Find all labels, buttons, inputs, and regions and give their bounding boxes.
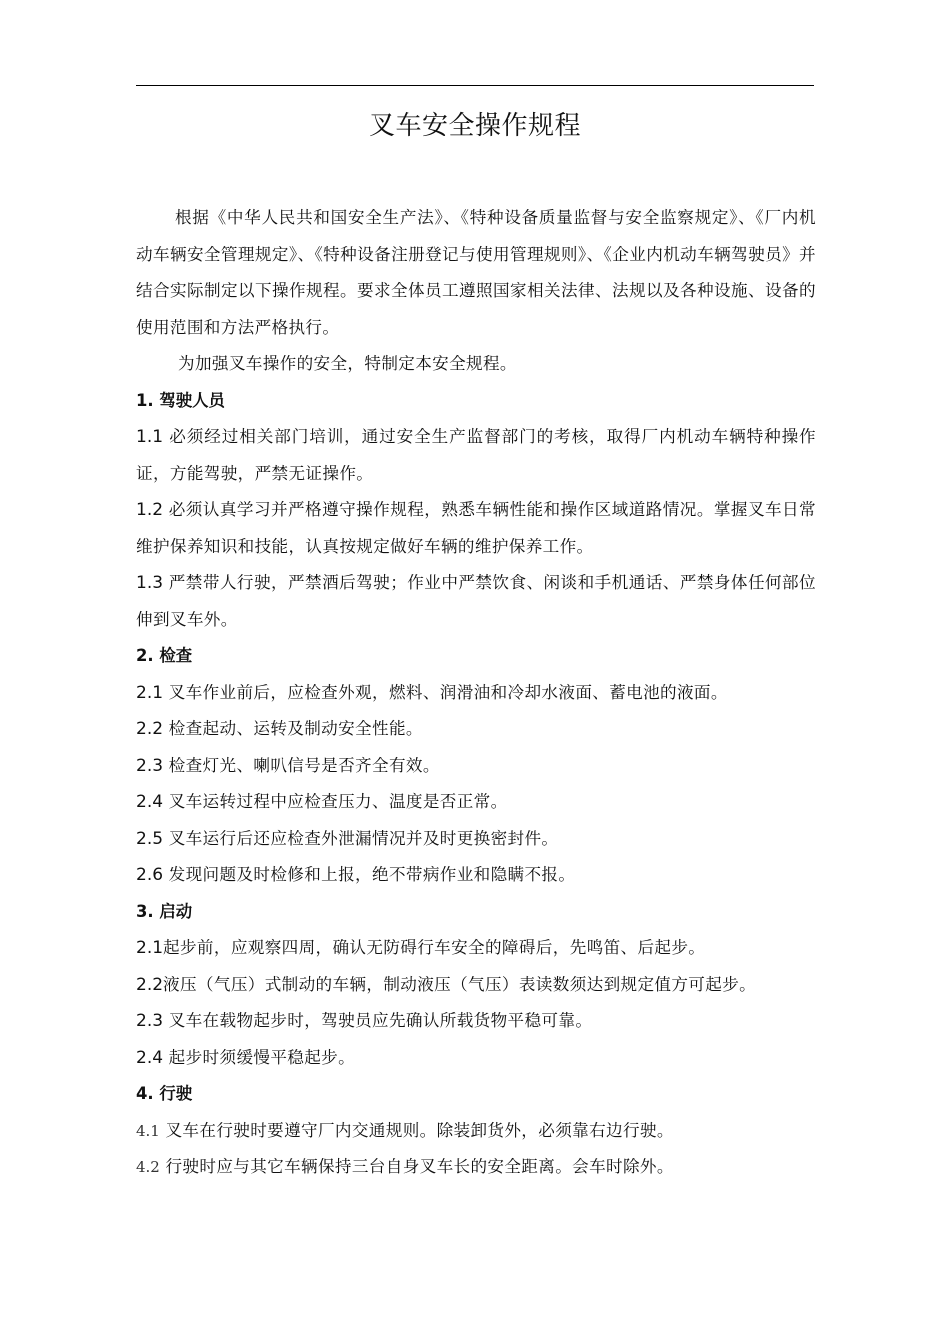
item-text: 必须经过相关部门培训，通过安全生产监督部门的考核，取得厂内机动车辆特种操作证，方能驾驶，严禁无证操作。 (136, 427, 817, 483)
item-text: 叉车在载物起步时，驾驶员应先确认所载货物平稳可靠。 (168, 1011, 593, 1030)
item-number: 2.4 (136, 792, 164, 812)
list-item (136, 1149, 816, 1186)
list-item (136, 930, 816, 967)
item-number: 2.1 (136, 938, 164, 958)
item-number: 4.2 (136, 1158, 160, 1176)
list-item (136, 857, 816, 894)
item-text: 叉车作业前后，应检查外观，燃料、润滑油和冷却水液面、蓄电池的液面。 (168, 682, 728, 702)
list-item (136, 492, 816, 565)
list-item (136, 1003, 816, 1040)
header-rule (136, 85, 814, 86)
item-text: 检查灯光、喇叭信号是否齐全有效。 (168, 755, 440, 775)
item-number: 2.6 (136, 865, 164, 885)
item-text: 必须认真学习并严格遵守操作规程，熟悉车辆性能和操作区域道路情况。掌握叉车日常维护保养知识和技能，认真按规定做好车辆的维护保养工作。 (136, 500, 816, 556)
item-text: 叉车运转过程中应检查压力、温度是否正常。 (168, 792, 508, 811)
item-text: 严禁带人行驶，严禁酒后驾驶；作业中严禁饮食、闲谈和手机通话、严禁身体任何部位伸到叉车外。 (136, 573, 816, 629)
item-number: 4.1 (136, 1121, 160, 1140)
list-item (136, 967, 816, 1004)
section-heading-driving: 4. 行驶 (136, 1084, 193, 1103)
list-item (136, 675, 816, 712)
item-text: 发现问题及时检修和上报，绝不带病作业和隐瞒不报。 (168, 865, 576, 884)
intro-paragraph: 根据《中华人民共和国安全生产法》、《特种设备质量监督与安全监察规定》、《厂内机动车辆安全管理规定》、《特种设备注册登记与使用管理规则》、《企业内机动车辆驾驶员》并结合实际制定以下操作规程。要求全体员工遵照国家相关法律、法规以及各种设施、设备的使用范围和方法严格执行。 (136, 208, 816, 337)
item-number: 1.3 (136, 573, 164, 593)
item-text: 叉车在行驶时要遵守厂内交通规则。除装卸货外，必须靠右边行驶。 (165, 1120, 674, 1140)
item-number: 2.2 (136, 719, 164, 739)
section-heading-drivers: 1. 驾驶人员 (136, 390, 225, 410)
item-text: 叉车运行后还应检查外泄漏情况并及时更换密封件。 (168, 828, 559, 848)
item-number: 1.2 (136, 500, 164, 520)
item-number: 2.2 (136, 974, 164, 995)
item-text: 起步前，应观察四周，确认无防碍行车安全的障碍后，先鸣笛、后起步。 (163, 938, 706, 957)
item-text: 液压（气压）式制动的车辆，制动液压（气压）表读数须达到规定值方可起步。 (163, 974, 757, 994)
document-title: 叉车安全操作规程 (368, 111, 581, 141)
list-item (136, 821, 816, 858)
list-item (136, 565, 816, 638)
item-number: 2.3 (136, 755, 164, 776)
item-text: 检查起动、运转及制动安全性能。 (168, 719, 423, 738)
item-text: 起步时须缓慢平稳起步。 (168, 1047, 356, 1067)
section-heading-startup: 3. 启动 (136, 901, 193, 921)
list-item (136, 748, 816, 785)
purpose-paragraph: 为加强叉车操作的安全，特制定本安全规程。 (178, 354, 517, 373)
list-item (136, 711, 816, 748)
document-body (136, 200, 816, 1186)
list-item (136, 1040, 816, 1077)
item-number: 2.4 (136, 1047, 164, 1068)
list-item (136, 1113, 816, 1150)
item-number: 2.5 (136, 828, 164, 849)
list-item (136, 419, 816, 492)
item-number: 2.3 (136, 1011, 164, 1031)
list-item (136, 784, 816, 821)
item-number: 2.1 (136, 682, 164, 703)
item-number: 1.1 (136, 427, 164, 447)
section-heading-inspection: 2. 检查 (136, 646, 193, 665)
item-text: 行驶时应与其它车辆保持三台自身叉车长的安全距离。会车时除外。 (165, 1157, 674, 1176)
